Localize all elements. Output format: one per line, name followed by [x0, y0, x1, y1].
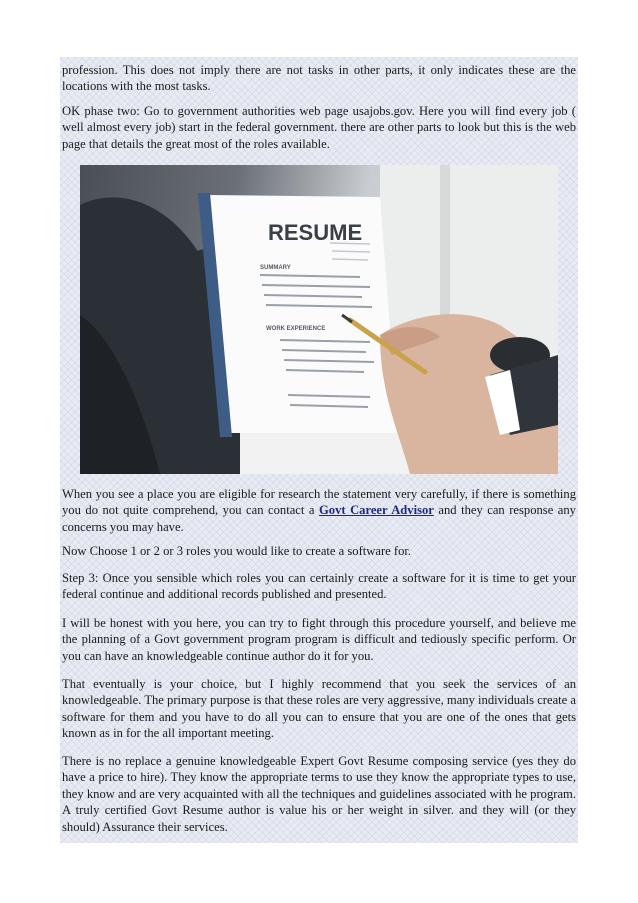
paragraph-profession: profession. This does not imply there are not tasks in other parts, it only indicates these are the locations with the most tasks.: [62, 63, 576, 94]
govt-career-advisor-link[interactable]: Govt Career Advisor: [319, 503, 434, 518]
paragraph-career-advisor-text-1: When you see a place you are eligible for research the statement very carefully, if there is something you do not quite comprehend, you can contact a: [62, 487, 576, 518]
paragraph-your-choice: That eventually is your choice, but I highly recommend that you seek the services of an knowledgeable. The primary purpose is that these roles are very aggressive, many individuals create a software for them and you have to do all you can to ensure that you are one of the ones that gets known as in for the all important meeting.: [62, 677, 576, 741]
resume-summary-label: SUMMARY: [260, 265, 291, 271]
resume-work-label: WORK EXPERIENCE: [266, 326, 326, 332]
paragraph-choose-roles: Now Choose 1 or 2 or 3 roles you would like to create a software for.: [62, 544, 412, 558]
paragraph-career-advisor: [62, 486, 576, 535]
paragraph-step-3: Step 3: Once you sensible which roles you can certainly create a software for it is time to get your federal continue and additional records published and presented.: [62, 571, 576, 602]
page-content: [60, 57, 578, 843]
paragraph-resume-service: There is no replace a genuine knowledgeable Expert Govt Resume composing service (yes they do have a price to hire). They know the appropriate terms to use they know the appropriate types to use, they know and are very acquainted with all the techniques and guidelines associated with he program. A truly certified Govt Resume author is value his or her weight in silver. and they will (or they should) Assurance their services.: [62, 754, 576, 834]
paragraph-career-advisor-text-2: and they can response any concerns you may have.: [62, 503, 576, 534]
paragraph-usajobs: OK phase two: Go to government authorities web page usajobs.gov. Here you will find every job ( well almost every job) start in the federal government. there are other parts to look but this is the web page that details the great most of the roles available.: [62, 104, 576, 151]
resume-photo: [80, 165, 558, 474]
resume-heading-text: RESUME: [268, 220, 363, 245]
paragraph-be-honest: I will be honest with you here, you can try to fight through this procedure yourself, and believe me the planning of a Govt government program program is difficult and tediously specific perform. Or you can have an knowledgeable continue author do it for you.: [62, 616, 576, 663]
